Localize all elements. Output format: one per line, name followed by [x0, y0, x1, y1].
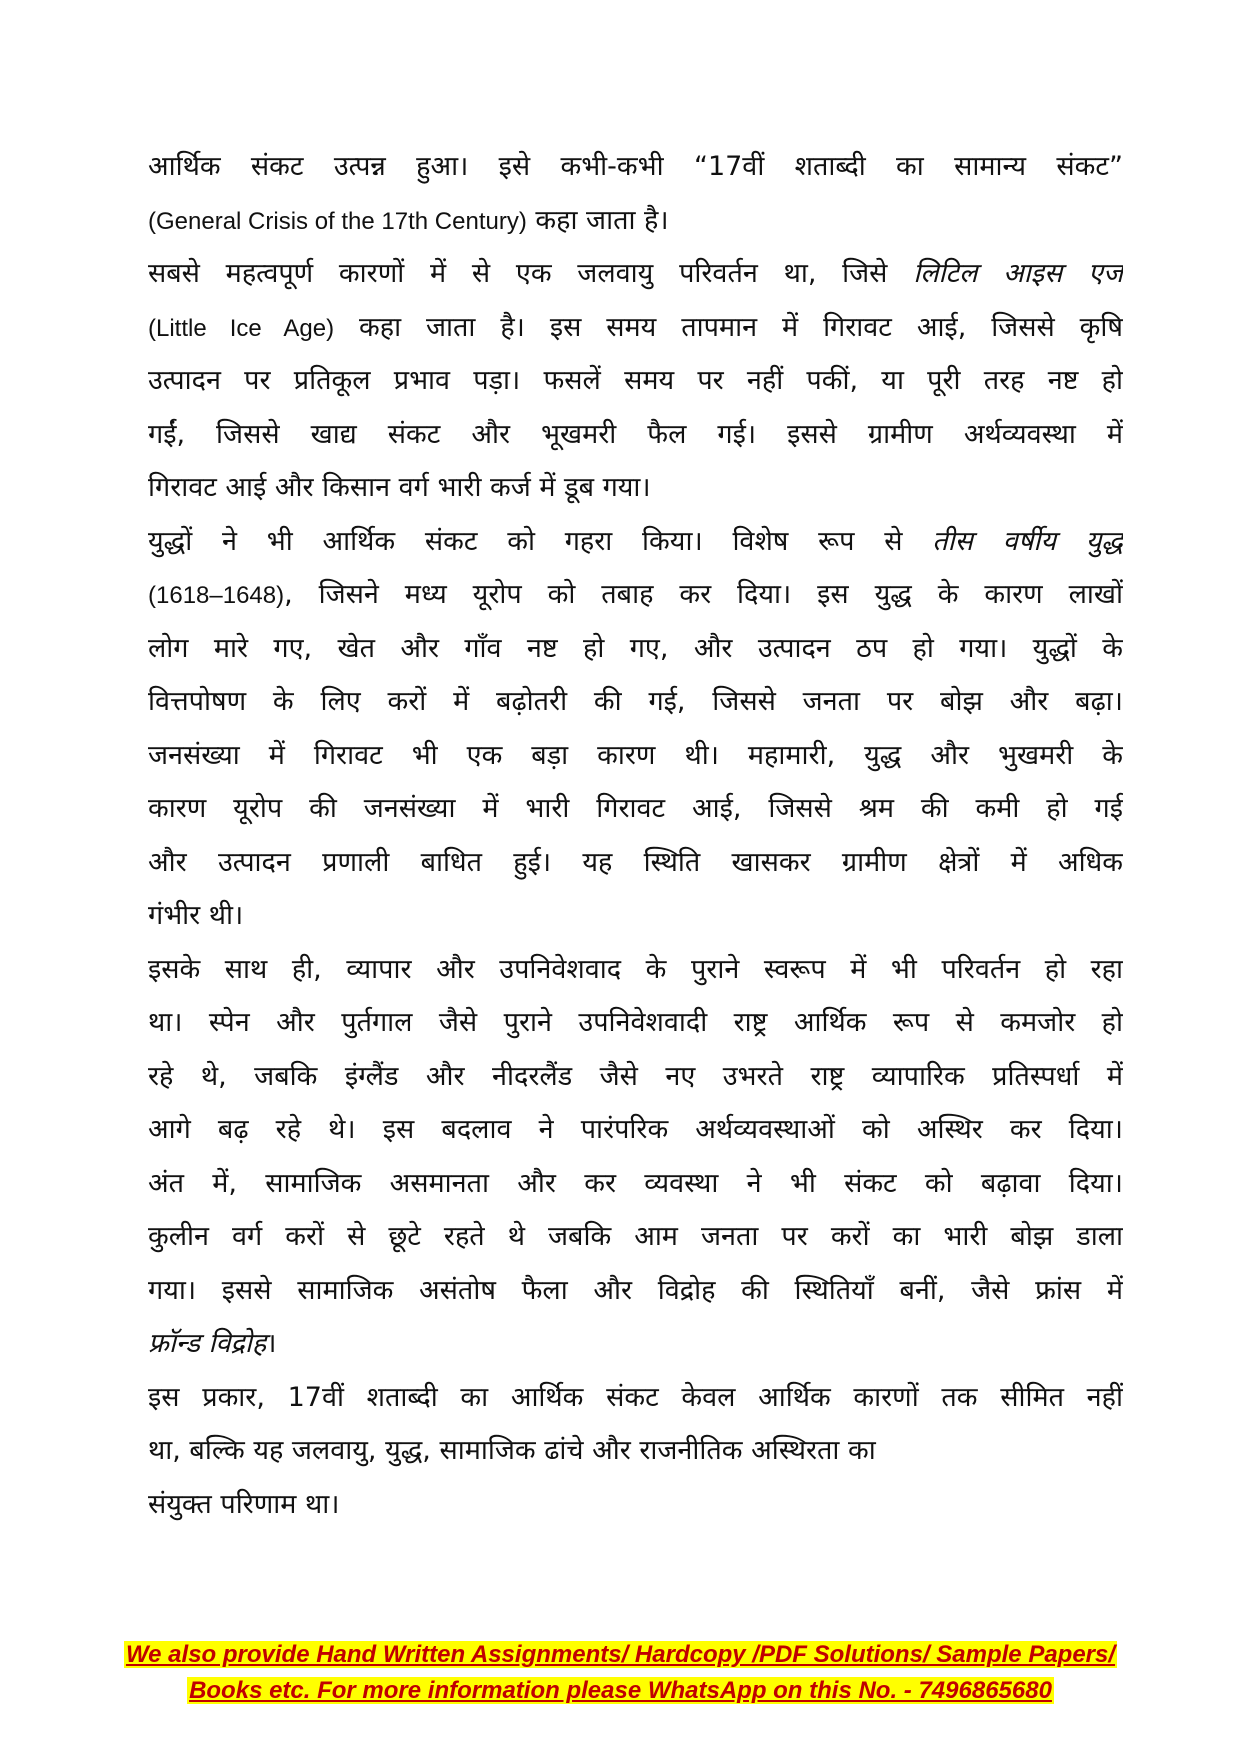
- text-line: गया। इससे सामाजिक असंतोष फैला और विद्रोह की स्थितियाँ बनीं, जैसे फ्रांस में: [148, 1274, 1123, 1306]
- text-run: ।: [266, 1328, 277, 1359]
- text-line: अंत में, सामाजिक असमानता और कर व्यवस्था ने भी संकट को बढ़ावा दिया।: [148, 1167, 1123, 1199]
- text-line: था। स्पेन और पुर्तगाल जैसे पुराने उपनिवेशवादी राष्ट्र आर्थिक रूप से कमजोर हो: [148, 1007, 1123, 1038]
- footer-line-2: Books etc. For more information please WhatsApp on this No. - 7496865680: [189, 1677, 1052, 1704]
- text-line: जनसंख्या में गिरावट भी एक बड़ा कारण थी। महामारी, युद्ध और भुखमरी के: [148, 739, 1123, 771]
- latin-text: (Little Ice Age): [148, 314, 335, 342]
- text-line: कुलीन वर्ग करों से छूटे रहते थे जबकि आम जनता पर करों का भारी बोझ डाला: [148, 1221, 1123, 1252]
- text-line: [148, 247, 1123, 301]
- text-line: वित्तपोषण के लिए करों में बढ़ोतरी की गई, जिससे जनता पर बोझ और बढ़ा।: [148, 686, 1123, 717]
- text-line: (1618–1648), जिसने मध्य यूरोप को तबाह कर दिया। इस युद्ध के कारण लाखों: [148, 579, 1123, 610]
- text-line: उत्पादन पर प्रतिकूल प्रभाव पड़ा। फसलें समय पर नहीं पकीं, या पूरी तरह नष्ट हो: [148, 365, 1123, 396]
- text-line: आर्थिक संकट उत्पन्न हुआ। इसे कभी-कभी “17वीं शताब्दी का सामान्य संकट”: [148, 151, 1123, 182]
- text-line: और उत्पादन प्रणाली बाधित हुई। यह स्थिति खासकर ग्रामीण क्षेत्रों में अधिक: [148, 846, 1123, 878]
- footer-line-1: We also provide Hand Written Assignments/ Hardcopy /PDF Solutions/ Sample Papers/: [125, 1641, 1116, 1668]
- text-line: गंभीर थी।: [148, 900, 244, 931]
- text-line: इस प्रकार, 17वीं शताब्दी का आर्थिक संकट केवल आर्थिक कारणों तक सीमित नहीं: [148, 1381, 1123, 1413]
- latin-text: (General Crisis of the 17th Century): [148, 207, 527, 235]
- text-line: गईं, जिससे खाद्य संकट और भूखमरी फैल गई। इससे ग्रामीण अर्थव्यवस्था में: [148, 418, 1123, 450]
- italic-term: तीस वर्षीय युद्ध: [932, 525, 1123, 557]
- text-line: गिरावट आई और किसान वर्ग भारी कर्ज में डूब गया।: [148, 472, 651, 503]
- document-body: [148, 140, 1123, 1531]
- text-line: इसके साथ ही, व्यापार और उपनिवेशवाद के पुराने स्वरूप में भी परिवर्तन हो रहा: [148, 953, 1123, 985]
- text-line: था, बल्कि यह जलवायु, युद्ध, सामाजिक ढांचे और राजनीतिक अस्थिरता का: [148, 1435, 876, 1466]
- latin-text: (1618–1648): [148, 582, 285, 609]
- text-line: [148, 1317, 1123, 1371]
- text-line: आगे बढ़ रहे थे। इस बदलाव ने पारंपरिक अर्थव्यवस्थाओं को अस्थिर कर दिया।: [148, 1114, 1123, 1145]
- text-line: रहे थे, जबकि इंग्लैंड और नीदरलैंड जैसे नए उभरते राष्ट्र व्यापारिक प्रतिस्पर्धा में: [148, 1060, 1123, 1092]
- text-run: युद्धों ने भी आर्थिक संकट को गहरा किया। विशेष रूप से: [148, 525, 933, 557]
- footer-advertisement: [60, 1637, 1181, 1709]
- italic-term: फ्रॉन्ड विद्रोह: [148, 1328, 267, 1359]
- text-line: (Little Ice Age) कहा जाता है। इस समय तापमान में गिरावट आई, जिससे कृषि: [148, 311, 1123, 343]
- italic-term: लिटिल आइस एज: [913, 258, 1123, 289]
- text-run: सबसे महत्वपूर्ण कारणों में से एक जलवायु परिवर्तन था, जिसे: [148, 258, 914, 289]
- text-line: संयुक्त परिणाम था।: [148, 1488, 340, 1520]
- text-line: [148, 515, 1123, 569]
- text-line: लोग मारे गए, खेत और गाँव नष्ट हो गए, और उत्पादन ठप हो गया। युद्धों के: [148, 632, 1123, 664]
- text-line: कारण यूरोप की जनसंख्या में भारी गिरावट आई, जिससे श्रम की कमी हो गई: [148, 793, 1123, 824]
- text-line: (General Crisis of the 17th Century) कहा जाता है।: [148, 204, 669, 236]
